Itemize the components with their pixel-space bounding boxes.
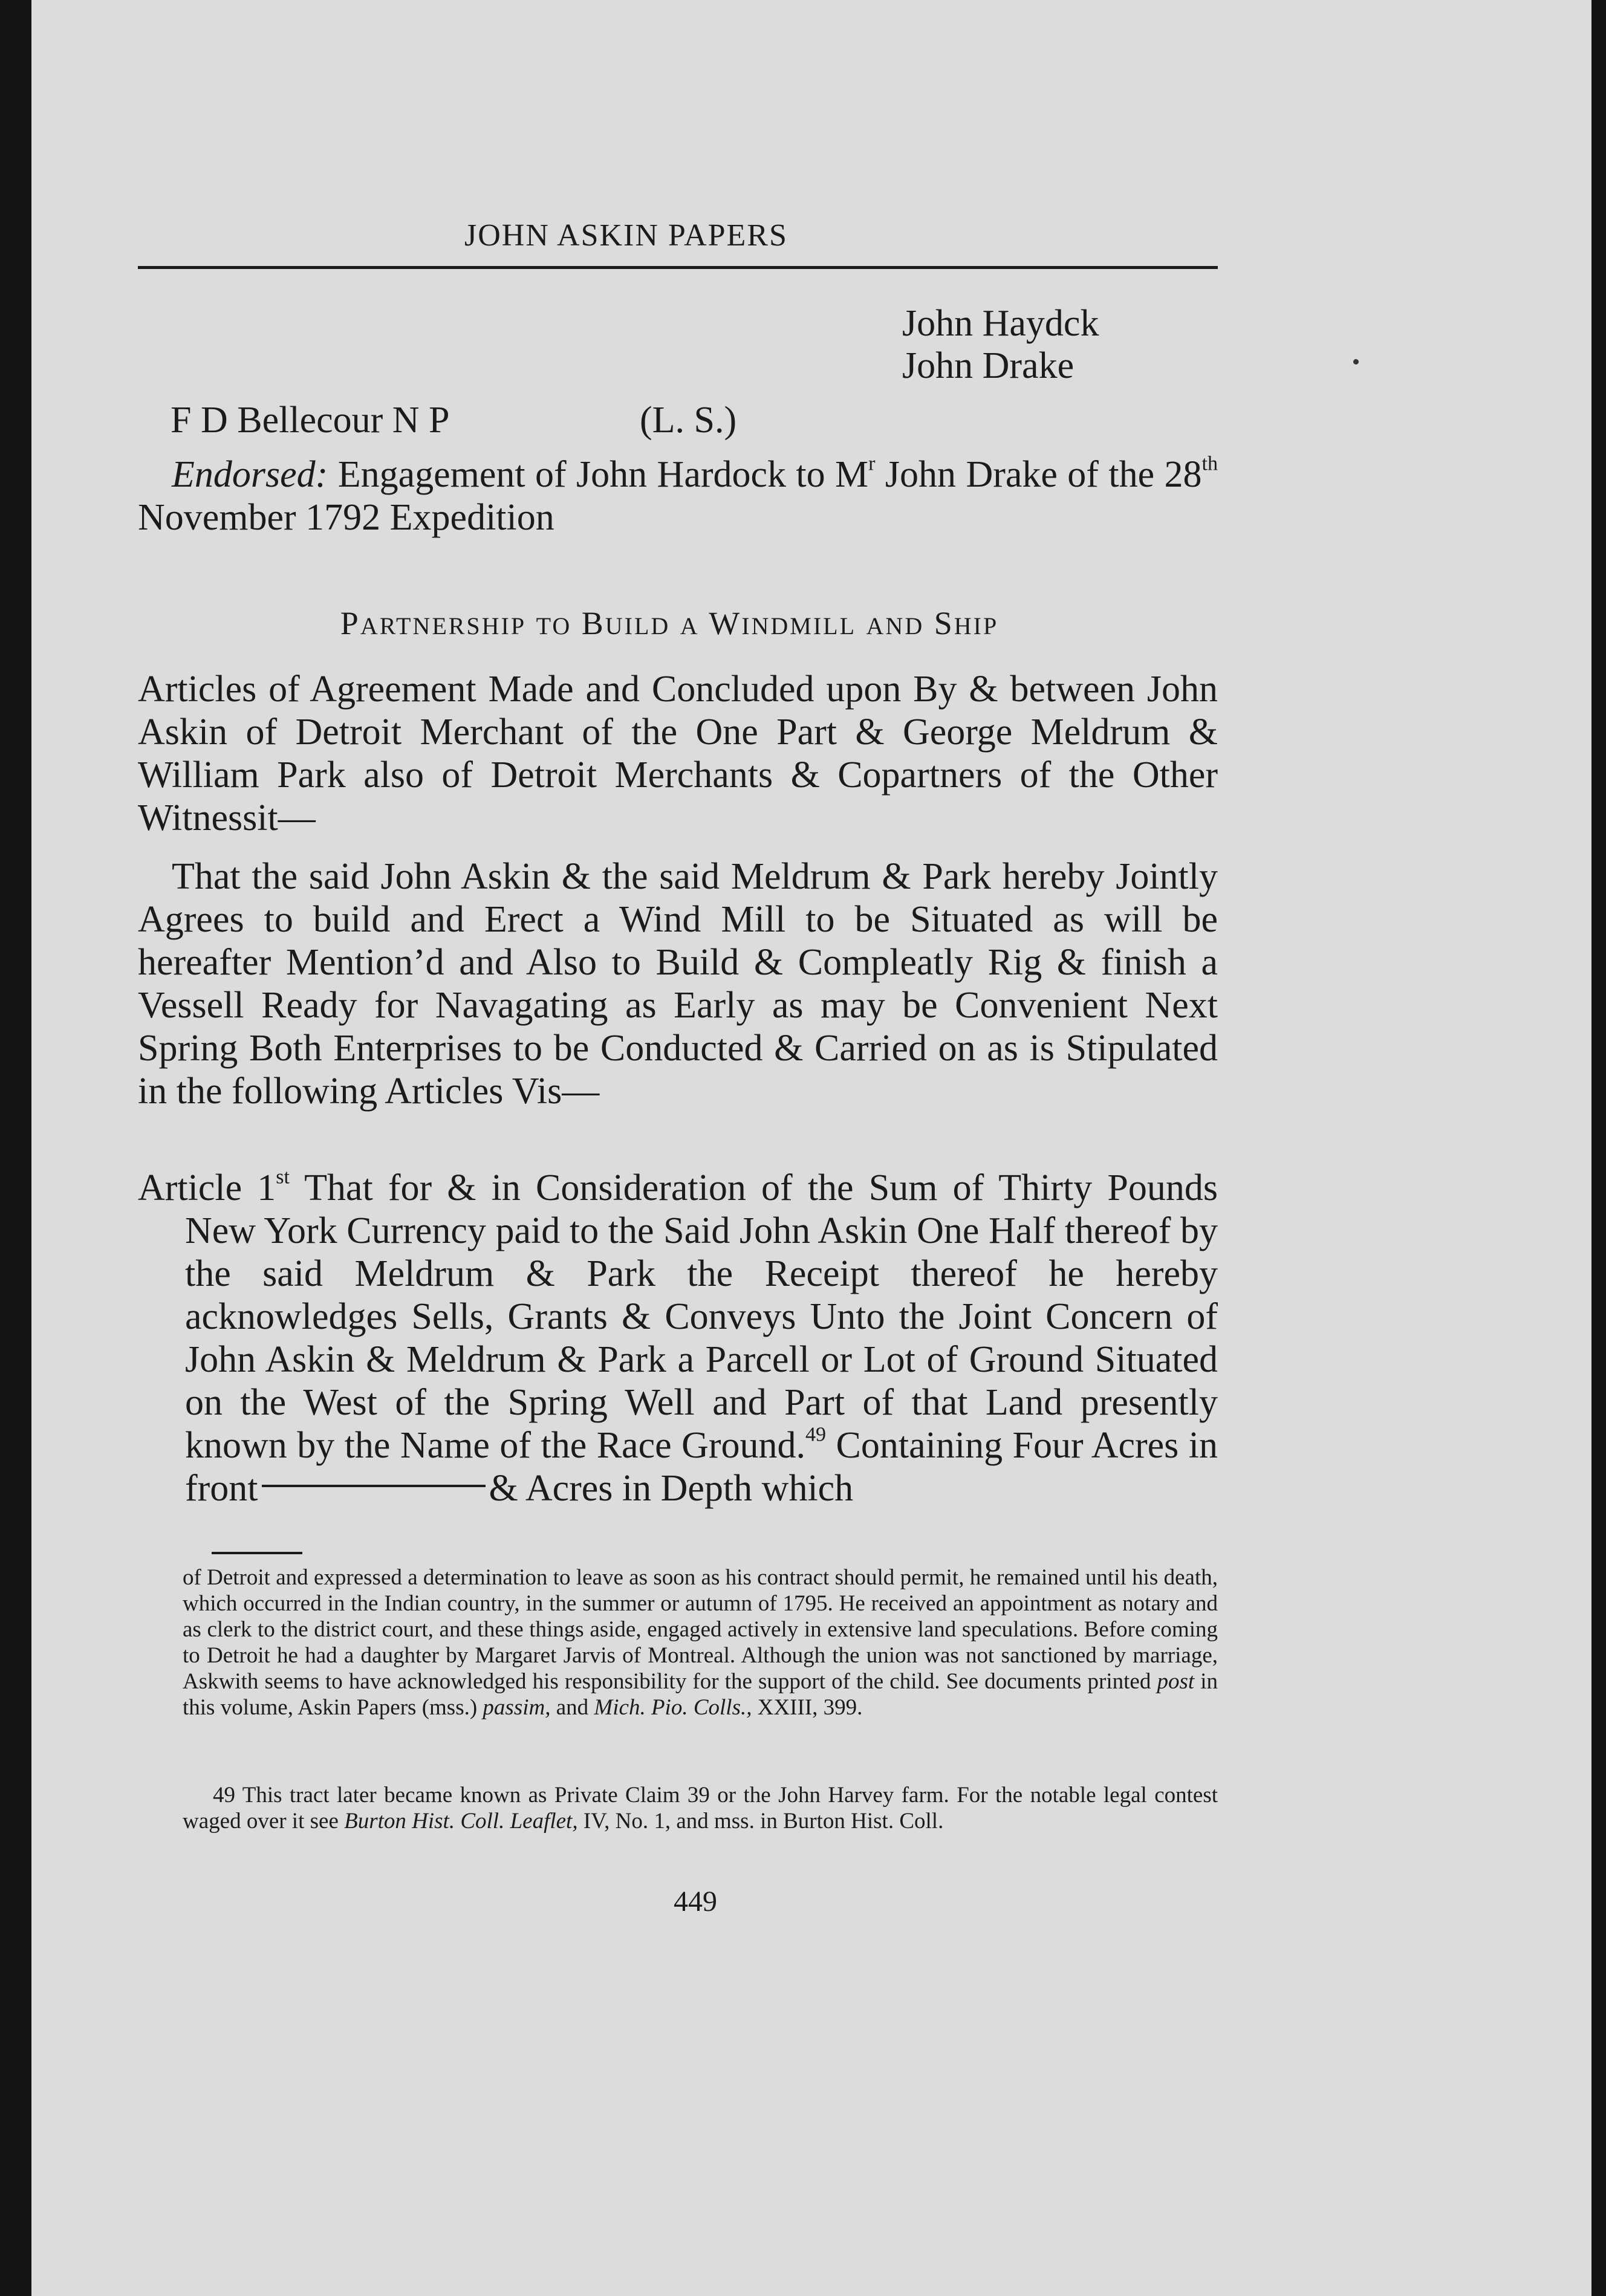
footnote-text: XXIII, 399. — [752, 1695, 863, 1720]
heading-word: UILD — [605, 612, 671, 640]
heading-initial: B — [581, 605, 605, 641]
footnote-text: and — [550, 1695, 594, 1720]
heading-word: INDMILL — [741, 612, 857, 640]
footnote-rule — [212, 1552, 302, 1554]
section-heading — [31, 605, 1307, 642]
footnote-italic: Burton Hist. Coll. Leaflet, — [344, 1809, 578, 1834]
blank-line — [262, 1485, 486, 1487]
footnote-text: in this volume, Askin Papers (mss.) — [183, 1669, 1218, 1720]
heading-initial: S — [934, 605, 954, 641]
footnote-italic: passim, — [483, 1695, 551, 1720]
article-text: & Acres in Depth which — [489, 1468, 854, 1509]
footnote-italic: post — [1157, 1669, 1195, 1694]
footnote-continuation — [183, 1565, 1218, 1720]
article-text: Containing Four Acres in front — [185, 1425, 1218, 1509]
article-label: Article 1 — [138, 1167, 276, 1208]
superscript: st — [276, 1166, 290, 1189]
notary-signature: F D Bellecour N P — [171, 400, 450, 441]
footnote-number: 49 — [213, 1783, 235, 1808]
footnote-49 — [183, 1782, 1218, 1834]
endorsement-text: Engagement of John Hardock to M — [328, 454, 869, 495]
heading-initial: P — [340, 605, 360, 641]
article-1 — [138, 1167, 1218, 1510]
superscript: r — [868, 452, 876, 475]
heading-word: ARTNERSHIP — [360, 612, 527, 640]
endorsement — [138, 453, 1218, 539]
superscript: th — [1201, 452, 1218, 475]
footnote-italic: Mich. Pio. Colls., — [594, 1695, 752, 1720]
running-head: JOHN ASKIN PAPERS — [464, 218, 788, 253]
signatory-1: John Haydck — [902, 303, 1099, 344]
endorsement-text: November 1792 Expedition — [138, 497, 554, 538]
book-page — [31, 0, 1591, 2296]
seal-mark: (L. S.) — [640, 400, 737, 441]
footnote-reference: 49 — [805, 1423, 827, 1446]
heading-word: TO — [536, 612, 572, 640]
heading-word: AND — [866, 612, 925, 640]
heading-word: HIP — [954, 612, 999, 640]
heading-word: A — [680, 612, 700, 640]
page-content — [31, 0, 1591, 2296]
page-speck — [1353, 359, 1359, 365]
heading-initial: W — [709, 605, 742, 641]
agreement-paragraph: That the said John Askin & the said Meldrum & Park hereby Jointly Agrees to build and Erect a Wind Mill to be Situated as will be hereafter Mention’d and Also to Build & Compleatly Rig & finish a Vessell Ready for Navagating as Early as may be Convenient Next Spring Both Enterprises to be Conducted & Carried on as is Stipulated in the following Articles Vis— — [138, 856, 1218, 1112]
header-rule — [138, 266, 1218, 269]
signatory-2: John Drake — [902, 345, 1074, 386]
agreement-preamble: Articles of Agreement Made and Concluded upon By & between John Askin of Detroit Merchant of the One Part & George Meldrum & William Park also of Detroit Merchants & Copartners of the Other Witnessit— — [138, 669, 1218, 838]
footnote-text: of Detroit and expressed a determination to leave as soon as his contract should permit, he remained until his death, which occurred in the Indian country, in the summer or autumn of 1795. He received an appointment as notary and as clerk to the district court, and these things aside, engaged actively in extensive land speculations. Before coming to Detroit he had a daughter by Margaret Jarvis of Montreal. Although the union was not sanctioned by marriage, Askwith seems to have acknowledged his responsibility for the support of the child. See documents printed — [183, 1565, 1218, 1694]
endorsement-label: Endorsed: — [172, 454, 328, 495]
endorsement-text: John Drake of the 28 — [875, 454, 1202, 495]
page-number: 449 — [674, 1886, 717, 1918]
article-text: That for & in Consideration of the Sum of Thirty Pounds New York Currency paid to the Said John Askin One Half thereof by the said Meldrum & Park the Receipt thereof he hereby acknowledges Sells, Grants & Conveys Unto the Joint Concern of John Askin & Meldrum & Park a Parcell or Lot of Ground Situated on the West of the Spring Well and Part of that Land presently known by the Name of the Race Ground. — [185, 1167, 1218, 1466]
footnote-text: IV, No. 1, and mss. in Burton Hist. Coll. — [577, 1809, 944, 1834]
footnote-text: This tract later became known as Private Claim 39 or the John Harvey farm. For the notable legal contest waged over it see — [183, 1783, 1218, 1834]
